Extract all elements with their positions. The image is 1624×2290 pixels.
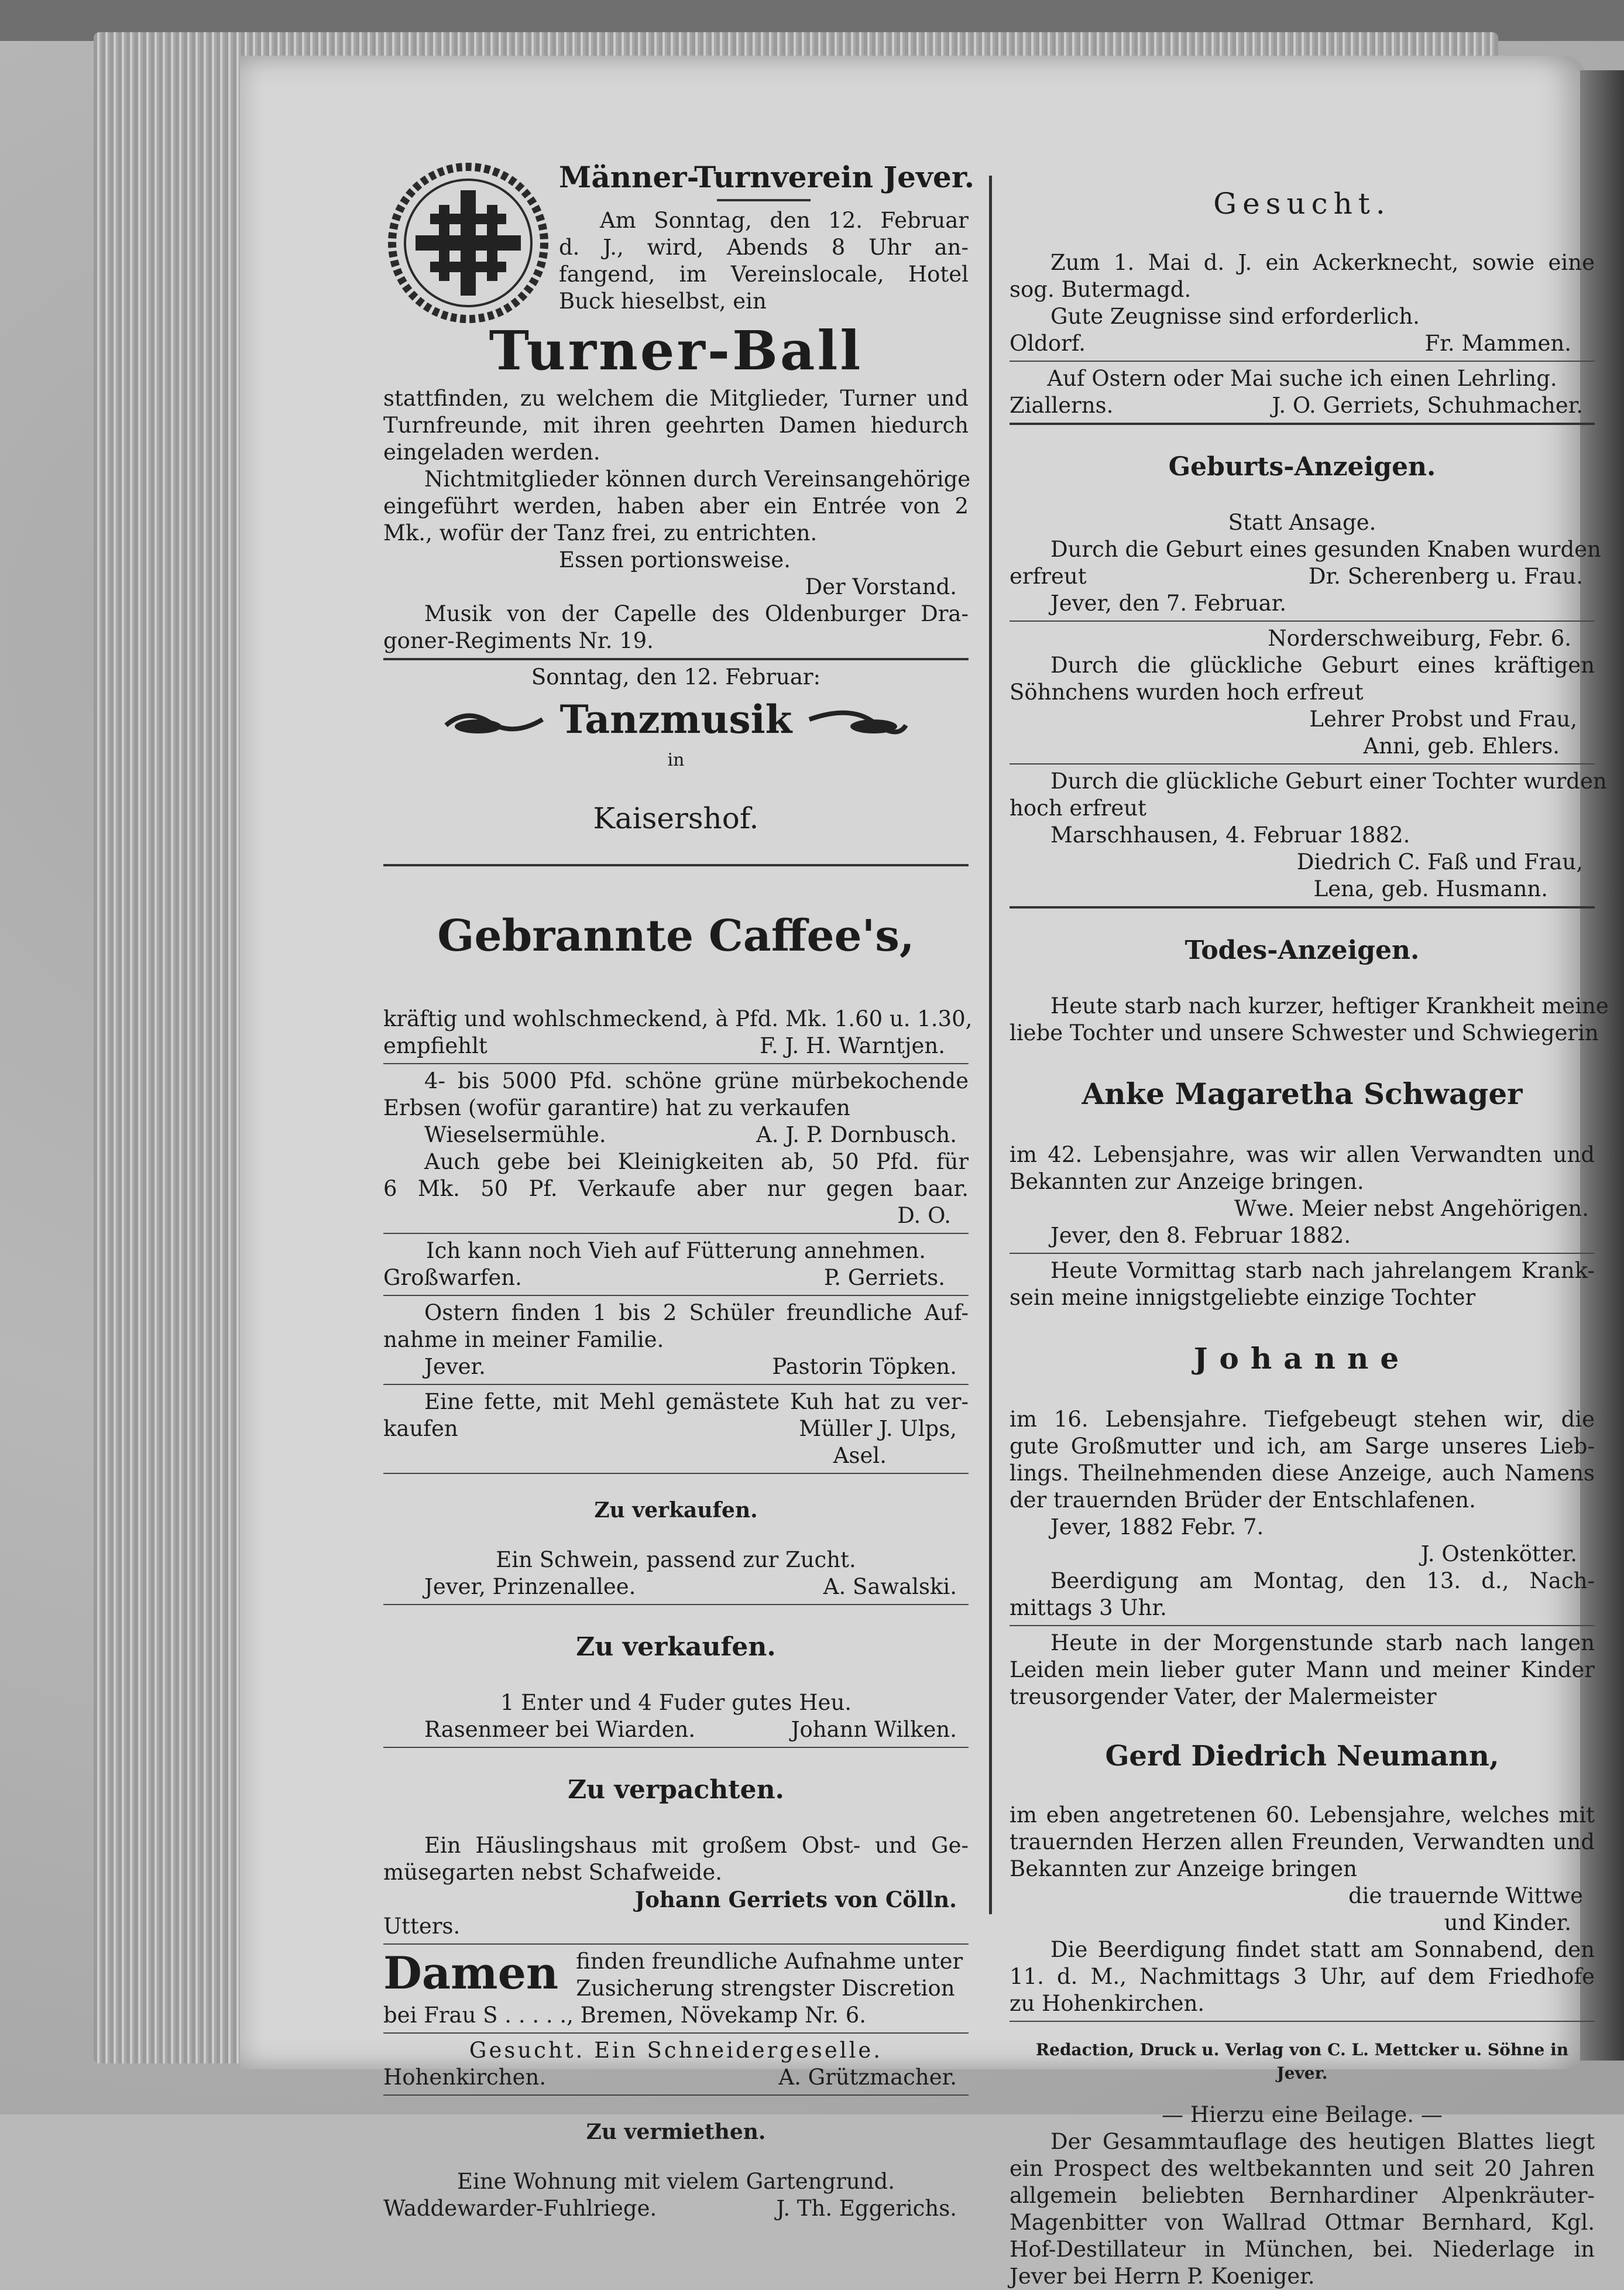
- vieh-signature: P. Gerriets.: [823, 1265, 945, 1290]
- turnverein-signature: Der Vorstand.: [805, 574, 957, 599]
- ad-kuh: [383, 1389, 969, 1469]
- turnverein-emblem-icon: [383, 158, 553, 328]
- vermiethen-place: Waddewarder-Fuhlriege.: [383, 2196, 657, 2221]
- vieh-place: Großwarfen.: [383, 1265, 522, 1290]
- ad-turnverein: [383, 158, 975, 654]
- todes-b-line-4: gute Großmutter und ich, am Sarge unseres Lieb-: [1010, 1434, 1595, 1459]
- ad-separator: [1010, 1253, 1595, 1254]
- geburt-c-line-2: hoch erfreut: [1010, 796, 1146, 821]
- schwein-line: Ein Schwein, passend zur Zucht.: [496, 1547, 856, 1572]
- schwein-title: Zu verkaufen.: [594, 1498, 758, 1523]
- tanzmusik-in: in: [667, 750, 685, 770]
- turnverein-body2-3: Mk., wofür der Tanz frei, zu entrichten.: [383, 520, 818, 546]
- turnverein-essen: Essen portionsweise.: [559, 547, 791, 572]
- ad-separator: [383, 1295, 969, 1296]
- ad-schwein: [383, 1495, 969, 1600]
- left-column: [383, 158, 975, 2222]
- todes-b-signature: J. Ostenkötter.: [1420, 1541, 1577, 1566]
- todes-c-signature-2: und Kinder.: [1444, 1910, 1571, 1935]
- schueler-place: Jever.: [424, 1354, 486, 1379]
- heu-signature: Johann Wilken.: [791, 1717, 957, 1742]
- todes-b-line-3: im 16. Lebensjahre. Tiefgebeugt stehen wir, die: [1010, 1407, 1595, 1432]
- ad-separator: [383, 1943, 969, 1945]
- lehrling-line: Auf Ostern oder Mai suche ich einen Lehrling.: [1047, 366, 1557, 391]
- todes-c-line-5: trauernden Herzen allen Freunden, Verwandten und: [1010, 1829, 1595, 1854]
- geburt-a-place: Jever, den 7. Februar.: [1050, 591, 1287, 616]
- gesucht-place: Oldorf.: [1010, 331, 1086, 356]
- vermiethen-sign-row: [383, 2195, 969, 2222]
- vermiethen-signature: J. Th. Eggerichs.: [776, 2196, 957, 2221]
- ad-schneider: [383, 2037, 969, 2091]
- geburt-c-line-1: Durch die glückliche Geburt einer Tochter wurden: [1050, 769, 1607, 794]
- turnverein-musik-1: Musik von der Capelle des Oldenburger Dra-: [424, 601, 969, 626]
- geburt-b-line-1: Durch die glückliche Geburt eines kräftigen: [1050, 653, 1595, 678]
- vieh-sign-row: [383, 1264, 969, 1291]
- section-separator: [1010, 423, 1595, 425]
- ad-separator: [383, 2032, 969, 2034]
- ad-separator: [383, 658, 969, 660]
- lehrling-sign-row: [1010, 392, 1595, 419]
- verpachten-place: Utters.: [383, 1914, 461, 1939]
- section-separator: [1010, 906, 1595, 909]
- schneider-signature: A. Grützmacher.: [778, 2065, 957, 2090]
- caffee-signature: F. J. H. Warntjen.: [760, 1033, 945, 1058]
- footer-line-4: Magenbitter von Wallrad Ottmar Bernhard, Kgl.: [1010, 2210, 1595, 2235]
- todes-b-line-1: Heute Vormittag starb nach jahrelangem Krank-: [1050, 1258, 1595, 1283]
- section-footer: [1010, 2038, 1595, 2290]
- gesucht-sign-row: [1010, 330, 1595, 357]
- todes-c-line-1: Heute in der Morgenstunde starb nach langen: [1050, 1630, 1595, 1655]
- geburt-statt: Statt Ansage.: [1228, 510, 1376, 535]
- geburt-title: Geburts-Anzeigen.: [1168, 452, 1436, 482]
- turnverein-intro-4: Buck hieselbst, ein: [559, 289, 767, 314]
- todes-b-place: Jever, 1882 Febr. 7.: [1050, 1514, 1264, 1540]
- turnverein-intro-2: d. J., wird, Abends 8 Uhr an-: [559, 235, 969, 260]
- geburt-c-signature: Diedrich C. Faß und Frau,: [1296, 849, 1583, 875]
- damen-row: [383, 1948, 969, 2002]
- verpachten-line-2: müsegarten nebst Schafweide.: [383, 1860, 723, 1885]
- heu-line: 1 Enter und 4 Fuder gutes Heu.: [500, 1690, 852, 1715]
- section-separator: [1010, 2021, 1595, 2022]
- lehrling-signature: J. O. Gerriets, Schuhmacher.: [1272, 393, 1583, 418]
- geburt-a-left: erfreut: [1010, 564, 1087, 589]
- turnverein-body2-2: eingeführt werden, haben aber ein Entrée von 2: [383, 493, 969, 519]
- tanzmusik-title: Tanzmusik: [559, 697, 792, 742]
- todes-b-line-6: der trauernden Brüder der Entschlafenen.: [1010, 1487, 1476, 1513]
- turnverein-body-3: eingeladen werden.: [383, 440, 600, 465]
- ad-heu: [383, 1631, 969, 1743]
- ad-separator: [383, 864, 969, 866]
- damen-line-1: finden freundliche Aufnahme unter: [576, 1949, 963, 1974]
- ad-tanzmusik: [383, 664, 969, 835]
- column-divider: [989, 176, 992, 1914]
- right-ornament-icon: [804, 702, 909, 737]
- schneider-line: Gesucht. Ein Schneidergeselle.: [469, 2038, 883, 2063]
- erbsen-place: Wieselsermühle.: [424, 1122, 606, 1147]
- schwein-sign-row: [383, 1573, 969, 1600]
- footer-line-3: allgemein beliebten Bernhardiner Alpenkräuter-: [1010, 2183, 1595, 2208]
- vermiethen-line: Eine Wohnung mit vielem Gartengrund.: [456, 2169, 895, 2194]
- tanzmusik-date: Sonntag, den 12. Februar:: [531, 664, 821, 690]
- caffee-title: Gebrannte Caffee's,: [437, 911, 915, 961]
- ad-separator: [383, 1747, 969, 1748]
- caffee-sign-row: [383, 1033, 969, 1060]
- verpachten-line-1: Ein Häuslingshaus mit großem Obst- und Ge-: [424, 1833, 969, 1858]
- turnverein-musik-2: goner-Regiments Nr. 19.: [383, 628, 654, 653]
- todes-c-line-6: Bekannten zur Anzeige bringen: [1010, 1856, 1357, 1881]
- heu-sign-row: [383, 1716, 969, 1743]
- gesucht-line-3: Gute Zeugnisse sind erforderlich.: [1050, 304, 1420, 329]
- vermiethen-title: Zu vermiethen.: [586, 2120, 766, 2144]
- tanzmusik-place: Kaisershof.: [593, 801, 759, 835]
- section-todes: [1010, 934, 1609, 2017]
- gesucht-title: Gesucht.: [1213, 187, 1391, 221]
- verpachten-signature: Johann Gerriets von Cölln.: [634, 1887, 957, 1912]
- ad-separator: [383, 1233, 969, 1234]
- erbsen-line-1: 4- bis 5000 Pfd. schöne grüne mürbekochende: [424, 1068, 969, 1093]
- vieh-line: Ich kann noch Vieh auf Fütterung annehmen.: [426, 1238, 926, 1263]
- ad-separator: [1010, 621, 1595, 622]
- erbsen-signature-2: D. O.: [897, 1203, 951, 1228]
- kuh-line: Eine fette, mit Mehl gemästete Kuh hat zu ver-: [424, 1389, 969, 1414]
- todes-c-name: Gerd Diedrich Neumann,: [1105, 1740, 1499, 1773]
- todes-b-name: Johanne: [1193, 1341, 1411, 1376]
- geburt-b-signature-2: Anni, geb. Ehlers.: [1363, 733, 1560, 759]
- todes-a-place: Jever, den 8. Februar 1882.: [1050, 1223, 1351, 1248]
- ad-schueler: [383, 1300, 969, 1380]
- footer-line-6: Jever bei Herrn P. Koeniger.: [1010, 2264, 1315, 2289]
- title-underline: [717, 199, 811, 201]
- kuh-sign-row: [383, 1415, 969, 1442]
- geburt-a-sign-row: [1010, 563, 1595, 590]
- todes-c-line-7: Die Beerdigung findet statt am Sonnabend, den: [1050, 1937, 1595, 1962]
- todes-a-line-3: im 42. Lebensjahre, was wir allen Verwandten und: [1010, 1142, 1595, 1167]
- todes-b-line-5: lings. Theilnehmenden diese Anzeige, auch Namens: [1010, 1461, 1595, 1486]
- geburt-b-line-2: Söhnchens wurden hoch erfreut: [1010, 680, 1364, 705]
- todes-c-line-4: im eben angetretenen 60. Lebensjahre, welches mit: [1010, 1802, 1595, 1828]
- erbsen-sign-row: [383, 1122, 969, 1149]
- todes-a-line-1: Heute starb nach kurzer, heftiger Krankheit meine: [1050, 993, 1609, 1019]
- gesucht-signature: Fr. Mammen.: [1424, 331, 1571, 356]
- todes-a-name: Anke Magaretha Schwager: [1081, 1077, 1523, 1111]
- ad-separator: [383, 1063, 969, 1064]
- ad-erbsen: [383, 1068, 969, 1229]
- ad-damen: [383, 1948, 969, 2029]
- ad-separator: [1010, 763, 1595, 765]
- ad-separator: [1010, 361, 1595, 362]
- verpachten-title: Zu verpachten.: [568, 1775, 784, 1805]
- footer-redaction: Redaction, Druck u. Verlag von C. L. Mettcker u. Söhne in Jever.: [1035, 2040, 1569, 2083]
- erbsen-line-2: Erbsen (wofür garantire) hat zu verkaufen: [383, 1095, 850, 1120]
- erbsen-line-3: Auch gebe bei Kleinigkeiten ab, 50 Pfd. für: [424, 1149, 969, 1174]
- damen-text: [576, 1948, 963, 2002]
- todes-c-last: zu Hohenkirchen.: [1010, 1991, 1205, 2016]
- turnverein-body-1: stattfinden, zu welchem die Mitglieder, Turner und: [383, 386, 969, 411]
- footer-line-1: Der Gesammtauflage des heutigen Blattes liegt: [1050, 2129, 1595, 2154]
- todes-a-line-4: Bekannten zur Anzeige bringen.: [1010, 1169, 1364, 1194]
- ad-caffee: [383, 910, 973, 1060]
- kuh-left: kaufen: [383, 1416, 458, 1441]
- todes-b-line-7: Beerdigung am Montag, den 13. d., Nach-: [1050, 1568, 1595, 1593]
- todes-c-signature: die trauernde Wittwe: [1348, 1883, 1583, 1908]
- erbsen-signature: A. J. P. Dornbusch.: [756, 1122, 957, 1147]
- gesucht-line-2: sog. Butermagd.: [1010, 277, 1192, 302]
- schueler-sign-row: [383, 1353, 969, 1380]
- turnverein-body-2: Turnfreunde, mit ihren geehrten Damen hiedurch: [383, 413, 969, 438]
- caffee-line-1: kräftig und wohlschmeckend, à Pfd. Mk. 1.60 u. 1.30,: [383, 1006, 973, 1031]
- ad-separator: [383, 1473, 969, 1474]
- schueler-line-2: nahme in meiner Familie.: [383, 1327, 664, 1352]
- todes-c-line-3: treusorgender Vater, der Malermeister: [1010, 1684, 1437, 1709]
- schueler-line-1: Ostern finden 1 bis 2 Schüler freundliche Auf-: [424, 1300, 969, 1325]
- kuh-signature-2: Asel.: [833, 1443, 887, 1468]
- footer-line-5: Hof-Destillateur in München, bei. Niederlage in: [1010, 2237, 1595, 2262]
- damen-line-2: Zusicherung strengster Discretion: [576, 1976, 955, 2001]
- damen-title: Damen: [383, 1947, 559, 1999]
- footer-beilage: — Hierzu eine Beilage. —: [1162, 2102, 1443, 2127]
- erbsen-line-4: 6 Mk. 50 Pf. Verkaufe aber nur gegen baar.: [383, 1176, 969, 1201]
- ad-separator: [383, 1604, 969, 1605]
- geburt-a-line: Durch die Geburt eines gesunden Knaben wurden: [1050, 537, 1601, 562]
- damen-line-3: bei Frau S . . . . ., Bremen, Növekamp Nr. 6.: [383, 2003, 867, 2028]
- heu-title: Zu verkaufen.: [576, 1632, 776, 1662]
- footer-line-2: ein Prospect des weltbekannten und seit 20 Jahren: [1010, 2156, 1595, 2181]
- geburt-a-signature: Dr. Scherenberg u. Frau.: [1308, 564, 1583, 589]
- tanzmusik-title-row: [383, 691, 969, 748]
- schneider-sign-row: [383, 2064, 969, 2091]
- ad-gesucht: [1010, 187, 1595, 357]
- right-column: [1010, 158, 1609, 2290]
- heu-place: Rasenmeer bei Wiarden.: [424, 1717, 696, 1742]
- todes-c-line-2: Leiden mein lieber guter Mann und meiner Kinder: [1010, 1657, 1595, 1682]
- ad-separator: [383, 2094, 969, 2096]
- schneider-place: Hohenkirchen.: [383, 2065, 547, 2090]
- geburt-b-place: Norderschweiburg, Febr. 6.: [1268, 626, 1571, 651]
- turnverein-body2-1: Nichtmitglieder können durch Vereinsangehörige: [424, 467, 971, 492]
- ad-vieh: [383, 1237, 969, 1291]
- ad-verpachten: [383, 1774, 969, 1940]
- left-ornament-icon: [443, 702, 548, 737]
- turnverein-intro-1: Am Sonntag, den 12. Februar: [600, 208, 969, 233]
- schueler-signature: Pastorin Töpken.: [772, 1354, 957, 1379]
- todes-b-line-8: mittags 3 Uhr.: [1010, 1595, 1167, 1620]
- turner-ball-title: Turner-Ball: [489, 319, 863, 382]
- turnverein-title: Männer-Turnverein Jever.: [559, 160, 975, 194]
- kuh-signature: Müller J. Ulps,: [799, 1416, 957, 1441]
- gesucht-line-1: Zum 1. Mai d. J. ein Ackerknecht, sowie eine: [1050, 250, 1595, 275]
- todes-a-signature: Wwe. Meier nebst Angehörigen.: [1234, 1196, 1589, 1221]
- geburt-c-place: Marschhausen, 4. Februar 1882.: [1050, 822, 1410, 848]
- todes-c-line-8: 11. d. M., Nachmittags 3 Uhr, auf dem Friedhofe: [1010, 1964, 1595, 1989]
- todes-a-line-2: liebe Tochter und unsere Schwester und Schwiegerin: [1010, 1020, 1599, 1045]
- turnverein-intro-3: fangend, im Vereinslocale, Hotel: [559, 262, 969, 287]
- geburt-b-signature: Lehrer Probst und Frau,: [1309, 707, 1577, 732]
- todes-title: Todes-Anzeigen.: [1184, 935, 1420, 965]
- todes-b-line-2: sein meine innigstgeliebte einzige Tochter: [1010, 1285, 1476, 1310]
- schwein-signature: A. Sawalski.: [823, 1574, 957, 1599]
- geburt-c-signature-2: Lena, geb. Husmann.: [1313, 876, 1548, 901]
- ad-separator: [1010, 1625, 1595, 1626]
- lehrling-place: Ziallerns.: [1010, 393, 1114, 418]
- schwein-place: Jever, Prinzenallee.: [424, 1574, 636, 1599]
- ad-vermiethen: [383, 2117, 969, 2222]
- caffee-left: empfiehlt: [383, 1033, 487, 1058]
- ad-separator: [383, 1384, 969, 1385]
- ad-lehrling: [1010, 365, 1595, 419]
- section-geburt: [1010, 451, 1607, 903]
